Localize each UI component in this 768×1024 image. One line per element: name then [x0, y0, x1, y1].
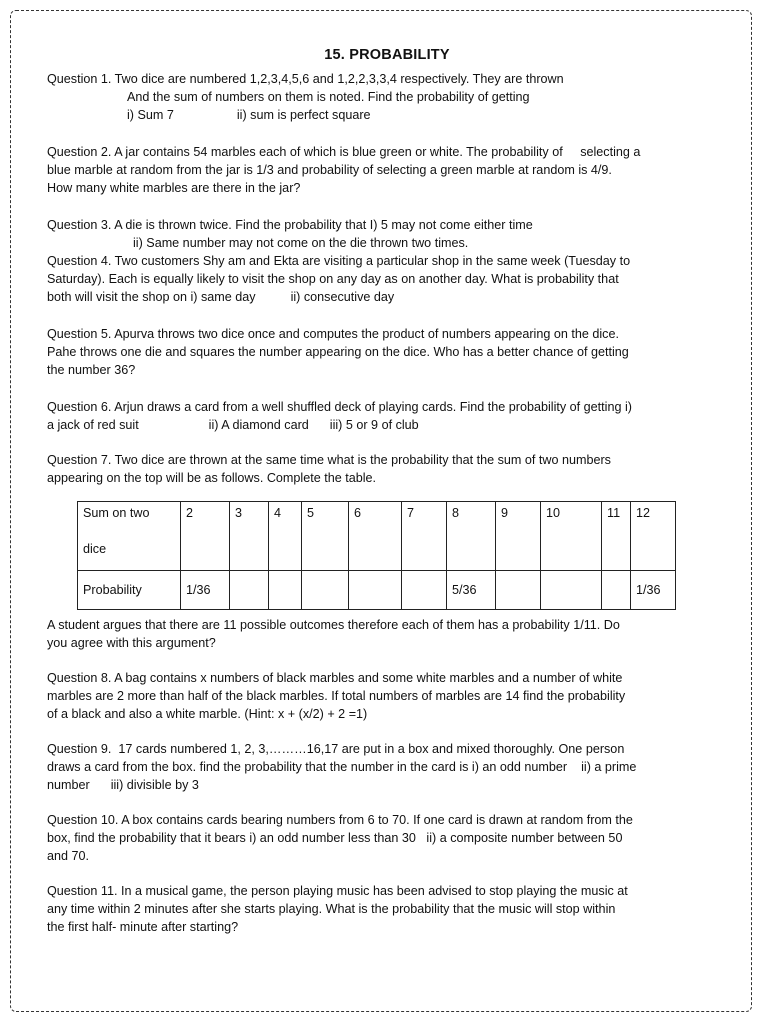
probability-cell: 5/36 [447, 571, 496, 610]
sum-probability-table [77, 501, 676, 610]
probability-cell [302, 571, 349, 610]
sum-cell: 9 [496, 502, 541, 571]
probability-cell [349, 571, 402, 610]
q7-line-1: Question 7. Two dice are thrown at the same time what is the probability that the sum of two numbers [47, 453, 611, 467]
question-1 [47, 70, 727, 124]
question-3 [47, 216, 727, 252]
probability-cell [496, 571, 541, 610]
sum-cell: 3 [230, 502, 269, 571]
question-9 [47, 740, 727, 794]
q4-line-3: both will visit the shop on i) same day ii) consecutive day [47, 290, 395, 304]
probability-cell [269, 571, 302, 610]
q6-line-1: Question 6. Arjun draws a card from a well shuffled deck of playing cards. Find the probability of getting i) [47, 400, 632, 414]
sum-cell: 5 [302, 502, 349, 571]
q7-note-line-1: A student argues that there are 11 possible outcomes therefore each of them has a probability 1/11. Do [47, 618, 620, 632]
sum-cell: 6 [349, 502, 402, 571]
question-2 [47, 143, 727, 197]
q1-line-2: And the sum of numbers on them is noted. Find the probability of getting [127, 90, 530, 104]
q7-line-2: appearing on the top will be as follows. Complete the table. [47, 471, 377, 485]
probability-label-cell: Probability [78, 571, 181, 610]
q2-line-2: blue marble at random from the jar is 1/3 and probability of selecting a green marble at random is 4/9. [47, 163, 612, 177]
q10-line-3: and 70. [47, 849, 90, 863]
probability-cell [230, 571, 269, 610]
q4-line-1: Question 4. Two customers Shy am and Ekta are visiting a particular shop in the same week (Tuesday to [47, 254, 631, 268]
probability-cell [541, 571, 602, 610]
q11-line-3: the first half- minute after starting? [47, 920, 239, 934]
q6-line-2: a jack of red suit ii) A diamond card iii) 5 or 9 of club [47, 418, 419, 432]
sum-header-cell: Sum on two dice [78, 502, 181, 571]
q2-line-1: Question 2. A jar contains 54 marbles each of which is blue green or white. The probability of selecting a [47, 145, 641, 159]
sum-cell: 10 [541, 502, 602, 571]
probability-cell [402, 571, 447, 610]
q1-line-1: Question 1. Two dice are numbered 1,2,3,4,5,6 and 1,2,2,3,3,4 respectively. They are thrown [47, 72, 564, 86]
sum-row [78, 502, 676, 571]
q9-line-1: Question 9. 17 cards numbered 1, 2, 3,………16,17 are put in a box and mixed thoroughly. One person [47, 742, 625, 756]
page-title: 15. PROBABILITY [324, 47, 450, 63]
sum-cell: 12 [631, 502, 676, 571]
question-5 [47, 325, 727, 379]
q8-line-2: marbles are 2 more than half of the black marbles. If total numbers of marbles are 14 find the probability [47, 689, 626, 703]
question-7 [47, 451, 727, 487]
q10-line-2: box, find the probability that it bears i) an odd number less than 30 ii) a composite number between 50 [47, 831, 623, 845]
q3-line-2: ii) Same number may not come on the die thrown two times. [133, 236, 469, 250]
question-4 [47, 252, 727, 306]
worksheet-content [47, 46, 727, 936]
q3-line-1: Question 3. A die is thrown twice. Find the probability that I) 5 may not come either time [47, 218, 533, 232]
probability-cell: 1/36 [631, 571, 676, 610]
q9-line-2: draws a card from the box. find the probability that the number in the card is i) an odd number ii) a prime [47, 760, 637, 774]
question-11 [47, 882, 727, 936]
question-7-note [47, 616, 727, 652]
question-10 [47, 811, 727, 865]
question-6 [47, 398, 727, 434]
q4-line-2: Saturday). Each is equally likely to visit the shop on any day as on another day. What is probability that [47, 272, 619, 286]
question-8 [47, 669, 727, 723]
q11-line-1: Question 11. In a musical game, the person playing music has been advised to stop playing the music at [47, 884, 628, 898]
q7-note-line-2: you agree with this argument? [47, 636, 216, 650]
q1-line-3: i) Sum 7 ii) sum is perfect square [127, 108, 371, 122]
q5-line-2: Pahe throws one die and squares the number appearing on the dice. Who has a better chance of getting [47, 345, 629, 359]
sum-cell: 4 [269, 502, 302, 571]
probability-cell [602, 571, 631, 610]
q5-line-1: Question 5. Apurva throws two dice once and computes the product of numbers appearing on the dice. [47, 327, 619, 341]
q9-line-3: number iii) divisible by 3 [47, 778, 199, 792]
q11-line-2: any time within 2 minutes after she starts playing. What is the probability that the music will stop within [47, 902, 616, 916]
q8-line-3: of a black and also a white marble. (Hint: x + (x/2) + 2 =1) [47, 707, 368, 721]
probability-row [78, 571, 676, 610]
sum-cell: 11 [602, 502, 631, 571]
sum-cell: 8 [447, 502, 496, 571]
probability-cell: 1/36 [181, 571, 230, 610]
sum-cell: 7 [402, 502, 447, 571]
q5-line-3: the number 36? [47, 363, 136, 377]
q2-line-3: How many white marbles are there in the jar? [47, 181, 301, 195]
q8-line-1: Question 8. A bag contains x numbers of black marbles and some white marbles and a number of white [47, 671, 623, 685]
q10-line-1: Question 10. A box contains cards bearing numbers from 6 to 70. If one card is drawn at random from the [47, 813, 633, 827]
sum-cell: 2 [181, 502, 230, 571]
